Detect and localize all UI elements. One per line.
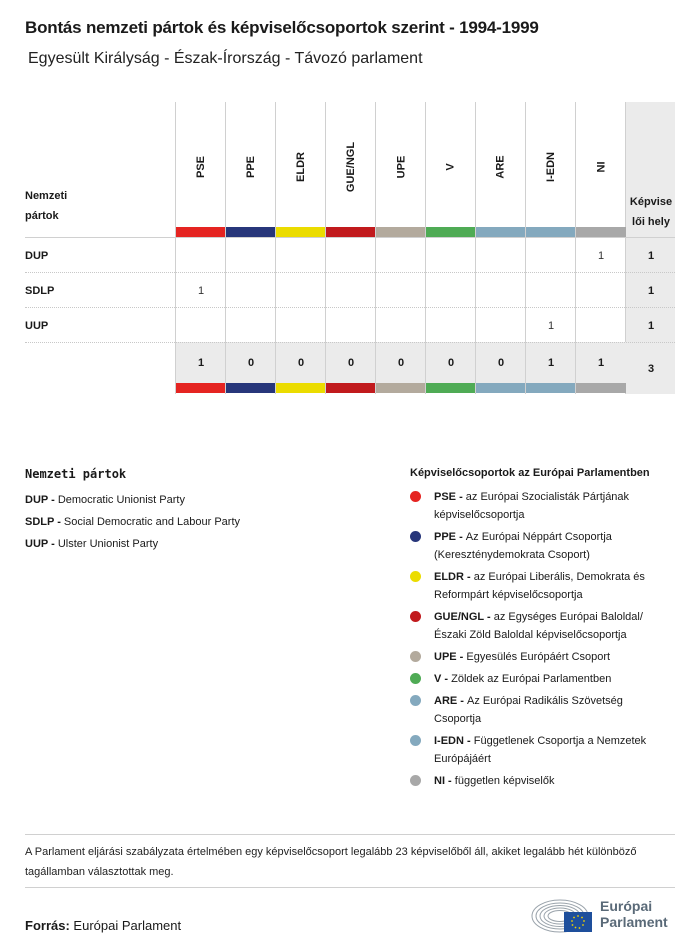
logo-text: Európai Parlament <box>600 898 668 930</box>
column-total: 0 <box>347 356 355 369</box>
column-header-text: PSE <box>194 155 207 179</box>
column-ppe <box>225 102 275 394</box>
column-total: 0 <box>247 356 255 369</box>
column-color-bar <box>476 383 526 393</box>
column-color-bar <box>576 227 626 237</box>
column-header-text: UPE <box>395 155 407 179</box>
table-cell: 1 <box>547 319 555 332</box>
group-code: PSE - <box>434 491 466 503</box>
group-code: I-EDN - <box>434 735 474 747</box>
party-legend-title: Nemzeti pártok <box>25 467 127 481</box>
row-header-word: pártok <box>25 210 59 222</box>
column-total: 1 <box>197 356 205 369</box>
column-header <box>526 112 576 222</box>
group-legend-title: Képviselőcsoportok az Európai Parlamentben <box>410 467 650 479</box>
group-description: független képviselők <box>454 775 555 787</box>
row-total: 1 <box>647 284 655 297</box>
group-legend-item <box>410 608 680 644</box>
group-code: ARE - <box>434 695 467 707</box>
column-header <box>326 112 376 222</box>
party-code: UUP - <box>25 538 58 550</box>
row-label-sdlp: SDLP <box>25 284 55 297</box>
column-color-bar <box>376 227 426 237</box>
legend-dot-icon <box>410 571 421 582</box>
group-code: PPE - <box>434 531 466 543</box>
group-legend-item <box>410 528 680 564</box>
legend-dot-icon <box>410 775 421 786</box>
group-description-cont: Európájáért <box>434 753 491 765</box>
party-name: Ulster Unionist Party <box>57 538 159 550</box>
group-code: GUE/NGL - <box>434 611 494 623</box>
row-total: 1 <box>647 249 655 262</box>
legend-dot-icon <box>410 491 421 502</box>
group-legend-item <box>410 568 680 604</box>
group-description: Egyesülés Európáért Csoport <box>466 651 611 663</box>
row-header-label <box>25 186 170 226</box>
legend-dot-icon <box>410 695 421 706</box>
total-header <box>626 192 676 232</box>
group-code: ELDR - <box>434 571 474 583</box>
table-divider <box>25 307 675 308</box>
column-header <box>476 112 526 222</box>
group-code: V - <box>434 673 452 685</box>
column-total: 0 <box>497 356 505 369</box>
group-description-cont: Északi Zöld Baloldal képviselőcsoportja <box>434 629 627 641</box>
page-subtitle: Egyesült Királyság - Észak-Írország - Távozó parlament <box>28 50 423 67</box>
column-upe <box>375 102 425 394</box>
source <box>25 918 181 933</box>
group-description-cont: (Kereszténydemokrata Csoport) <box>434 549 590 561</box>
column-color-bar <box>576 383 626 393</box>
column-color-bar <box>176 383 226 393</box>
column-pse <box>175 102 225 394</box>
group-legend-item <box>410 648 680 666</box>
party-legend <box>25 467 240 555</box>
group-legend-item <box>410 670 680 688</box>
group-legend-item <box>410 772 680 790</box>
group-description-cont: Csoportja <box>434 713 482 725</box>
column-total: 0 <box>297 356 305 369</box>
column-color-bar <box>476 227 526 237</box>
column-color-bar <box>326 383 376 393</box>
group-description: az Európai Szocialisták Pártjának <box>465 491 630 503</box>
legend-dot-icon <box>410 611 421 622</box>
group-description-cont: Reformpárt képviselőcsoportja <box>434 589 583 601</box>
source-value: Európai Parlament <box>73 918 182 933</box>
column-header-text: I-EDN <box>544 152 557 182</box>
grand-total: 3 <box>647 362 655 375</box>
group-description: Zöldek az Európai Parlamentben <box>451 673 612 685</box>
column-header-text: V <box>445 163 457 171</box>
column-v <box>425 102 475 394</box>
group-legend-item <box>410 692 680 728</box>
footnote: A Parlament eljárási szabályzata értelmében egy képviselőcsoport legalább 23 képviselőből áll, akiket legalább hét különböző tagállamban választottak meg. <box>25 846 637 878</box>
column-header-text: PPE <box>244 155 257 179</box>
breakdown-table <box>25 102 675 394</box>
group-legend-item <box>410 732 680 768</box>
column-total: 1 <box>547 356 555 369</box>
divider <box>25 834 675 835</box>
row-total: 1 <box>647 319 655 332</box>
column-color-bar <box>526 383 576 393</box>
party-name: Social Democratic and Labour Party <box>63 516 241 528</box>
group-description: Az Európai Radikális Szövetség <box>467 695 623 707</box>
column-color-bar <box>226 227 276 237</box>
divider <box>25 887 675 888</box>
table-divider <box>25 272 675 273</box>
party-legend-item <box>25 533 240 555</box>
party-code: SDLP - <box>25 516 64 528</box>
column-color-bar <box>426 227 476 237</box>
table-divider <box>25 342 675 343</box>
column-header <box>576 112 626 222</box>
total-column <box>625 102 675 394</box>
table-cell: 1 <box>597 249 605 262</box>
column-color-bar <box>226 383 276 393</box>
column-color-bar <box>526 227 576 237</box>
group-legend-item <box>410 488 680 524</box>
column-header <box>276 112 326 222</box>
party-code: DUP - <box>25 494 58 506</box>
column-ni <box>575 102 625 394</box>
row-label-uup: UUP <box>25 319 49 332</box>
group-code: NI - <box>434 775 455 787</box>
column-gue-ngl <box>325 102 375 394</box>
column-header <box>176 112 226 222</box>
row-header-word: Nemzeti <box>25 190 68 202</box>
column-color-bar <box>376 383 426 393</box>
column-i-edn <box>525 102 575 394</box>
column-color-bar <box>426 383 476 393</box>
party-legend-item <box>25 489 240 511</box>
row-label-dup: DUP <box>25 249 49 262</box>
column-total: 0 <box>397 356 405 369</box>
legend-dot-icon <box>410 673 421 684</box>
group-description-cont: képviselőcsoportja <box>434 509 525 521</box>
page-title: Bontás nemzeti pártok és képviselőcsoportok szerint - 1994-1999 <box>25 18 539 37</box>
legend-dot-icon <box>410 531 421 542</box>
source-label: Forrás: <box>25 918 70 933</box>
column-color-bar <box>276 227 326 237</box>
column-header-text: ELDR <box>294 152 307 182</box>
group-description: Függetlenek Csoportja a Nemzetek <box>473 735 647 747</box>
group-code: UPE - <box>434 651 467 663</box>
column-header-text: GUE/NGL <box>345 141 357 193</box>
group-description: az Európai Liberális, Demokrata és <box>473 571 645 583</box>
column-header-text: NI <box>595 161 607 173</box>
column-color-bar <box>176 227 226 237</box>
table-cell: 1 <box>197 284 205 297</box>
column-header <box>426 112 476 222</box>
column-color-bar <box>276 383 326 393</box>
column-are <box>475 102 525 394</box>
column-color-bar <box>326 227 376 237</box>
column-total: 1 <box>597 356 605 369</box>
group-description: az Egységes Európai Baloldal/ <box>493 611 643 623</box>
total-header-line: Képvise <box>629 196 673 208</box>
column-eldr <box>275 102 325 394</box>
group-legend <box>410 467 680 794</box>
party-legend-item <box>25 511 240 533</box>
table-divider <box>25 237 675 238</box>
legend-dot-icon <box>410 651 421 662</box>
group-description: Az Európai Néppárt Csoportja <box>465 531 612 543</box>
column-header-text: ARE <box>494 155 507 179</box>
column-header <box>226 112 276 222</box>
column-header <box>376 112 426 222</box>
party-name: Democratic Unionist Party <box>57 494 185 506</box>
hemicycle-icon <box>530 896 600 936</box>
total-header-line: lői hely <box>632 216 670 228</box>
column-total: 0 <box>447 356 455 369</box>
legend-dot-icon <box>410 735 421 746</box>
european-parliament-logo <box>530 896 680 936</box>
